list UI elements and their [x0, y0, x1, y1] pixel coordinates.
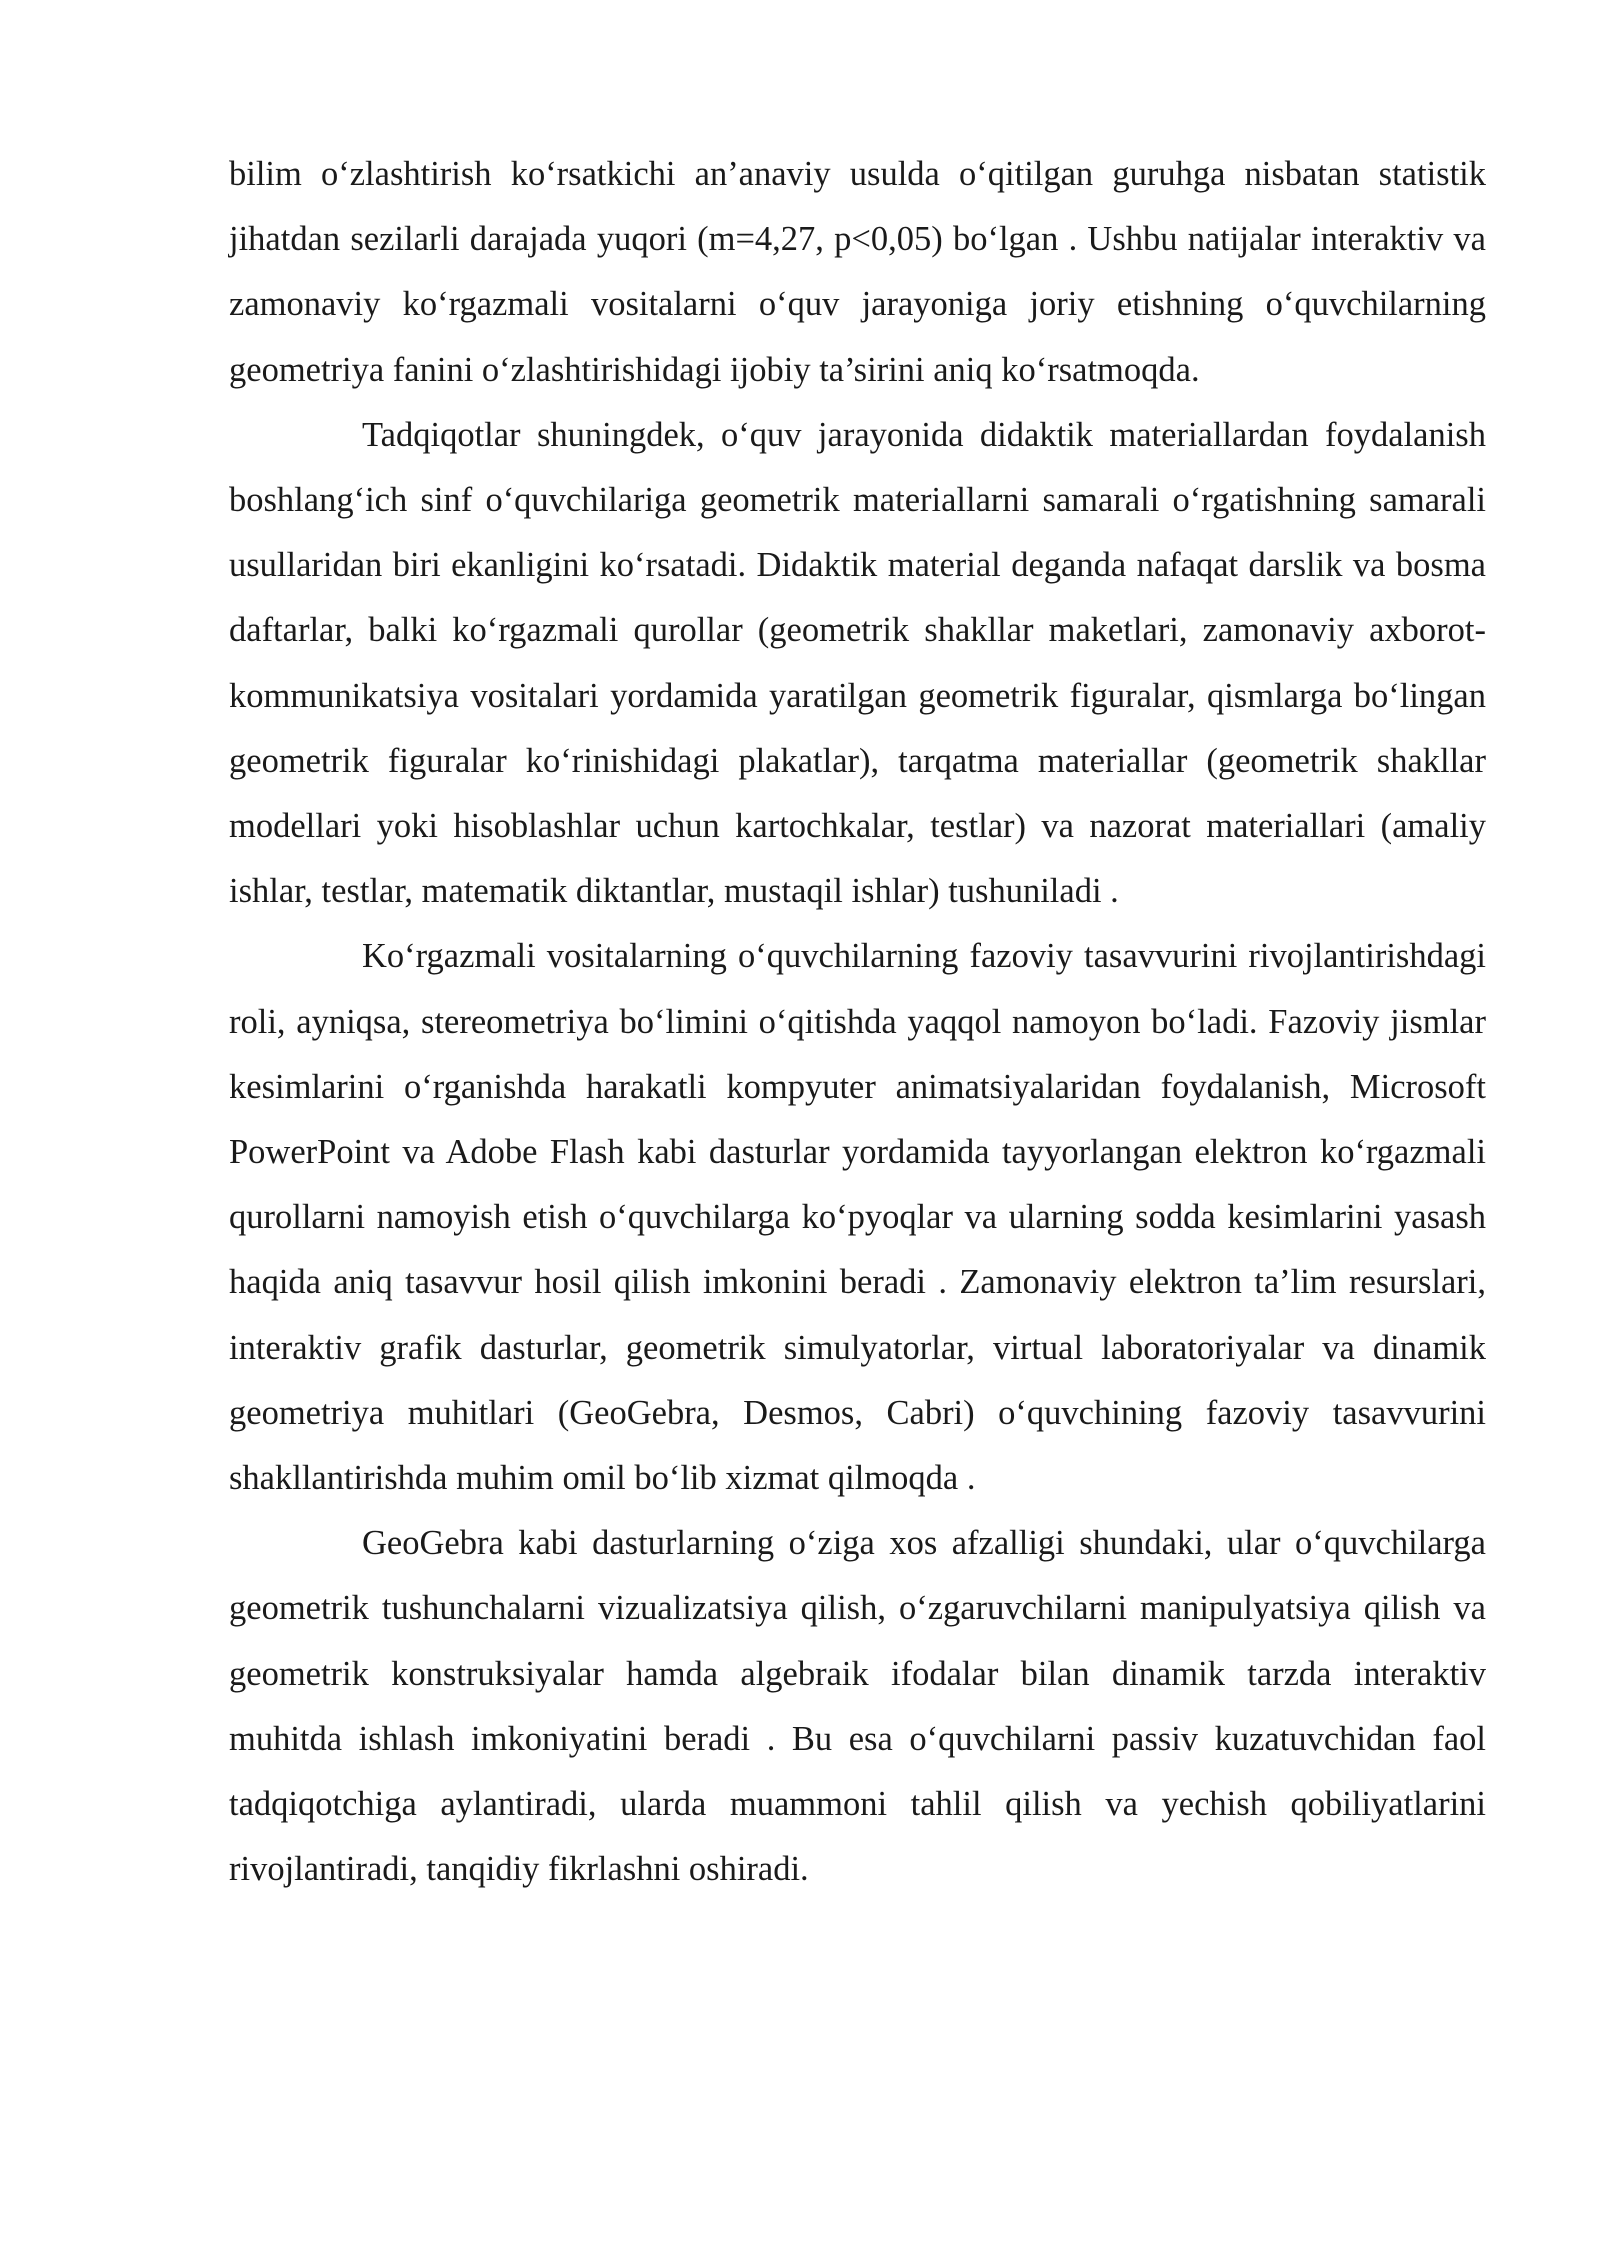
- paragraph-2: Tadqiqotlar shuningdek, o‘quv jarayonida didaktik materiallardan foydalanish boshlang‘ich sinf o‘quvchilariga geometrik materiallarni samarali o‘rgatishning samarali usullaridan biri ekanligini ko‘rsatadi. Didaktik material deganda nafaqat darslik va bosma daftarlar, balki ko‘rgazmali qurollar (geometrik shakllar maketlari, zamonaviy axborot-kommunikatsiya vositalari yordamida yaratilgan geometrik figuralar, qismlarga bo‘lingan geometrik figuralar ko‘rinishidagi plakatlar), tarqatma materiallar (geometrik shakllar modellari yoki hisoblashlar uchun kartochkalar, testlar) va nazorat materiallari (amaliy ishlar, testlar, matematik diktantlar, mustaqil ishlar) tushuniladi .: [229, 415, 1486, 911]
- paragraph-4: GeoGebra kabi dasturlarning o‘ziga xos afzalligi shundaki, ular o‘quvchilarga geometrik tushunchalarni vizualizatsiya qilish, o‘zgaruvchilarni manipulyatsiya qilish va geometrik konstruksiyalar hamda algebraik ifodalar bilan dinamik tarzda interaktiv muhitda ishlash imkoniyatini beradi . Bu esa o‘quvchilarni passiv kuzatuvchidan faol tadqiqotchiga aylantiradi, ularda muammoni tahlil qilish va yechish qobiliyatlarini rivojlantiradi, tanqidiy fikrlashni oshiradi.: [229, 1524, 1486, 1889]
- document-page: [229, 142, 1486, 1902]
- paragraph-3: Ko‘rgazmali vositalarning o‘quvchilarning fazoviy tasavvurini rivojlantirishdagi roli, ayniqsa, stereometriya bo‘limini o‘qitishda yaqqol namoyon bo‘ladi. Fazoviy jismlar kesimlarini o‘rganishda harakatli kompyuter animatsiyalaridan foydalanish, Microsoft PowerPoint va Adobe Flash kabi dasturlar yordamida tayyorlangan elektron ko‘rgazmali qurollarni namoyish etish o‘quvchilarga ko‘pyoqlar va ularning sodda kesimlarini yasash haqida aniq tasavvur hosil qilish imkonini beradi . Zamonaviy elektron ta’lim resurslari, interaktiv grafik dasturlar, geometrik simulyatorlar, virtual laboratoriyalar va dinamik geometriya muhitlari (GeoGebra, Desmos, Cabri) o‘quvchining fazoviy tasavvurini shakllantirishda muhim omil bo‘lib xizmat qilmoqda .: [229, 937, 1486, 1498]
- paragraph-1: bilim o‘zlashtirish ko‘rsatkichi an’anaviy usulda o‘qitilgan guruhga nisbatan statistik jihatdan sezilarli darajada yuqori (m=4,27, p<0,05) bo‘lgan . Ushbu natijalar interaktiv va zamonaviy ko‘rgazmali vositalarni o‘quv jarayoniga joriy etishning o‘quvchilarning geometriya fanini o‘zlashtirishidagi ijobiy ta’sirini aniq ko‘rsatmoqda.: [229, 155, 1486, 389]
